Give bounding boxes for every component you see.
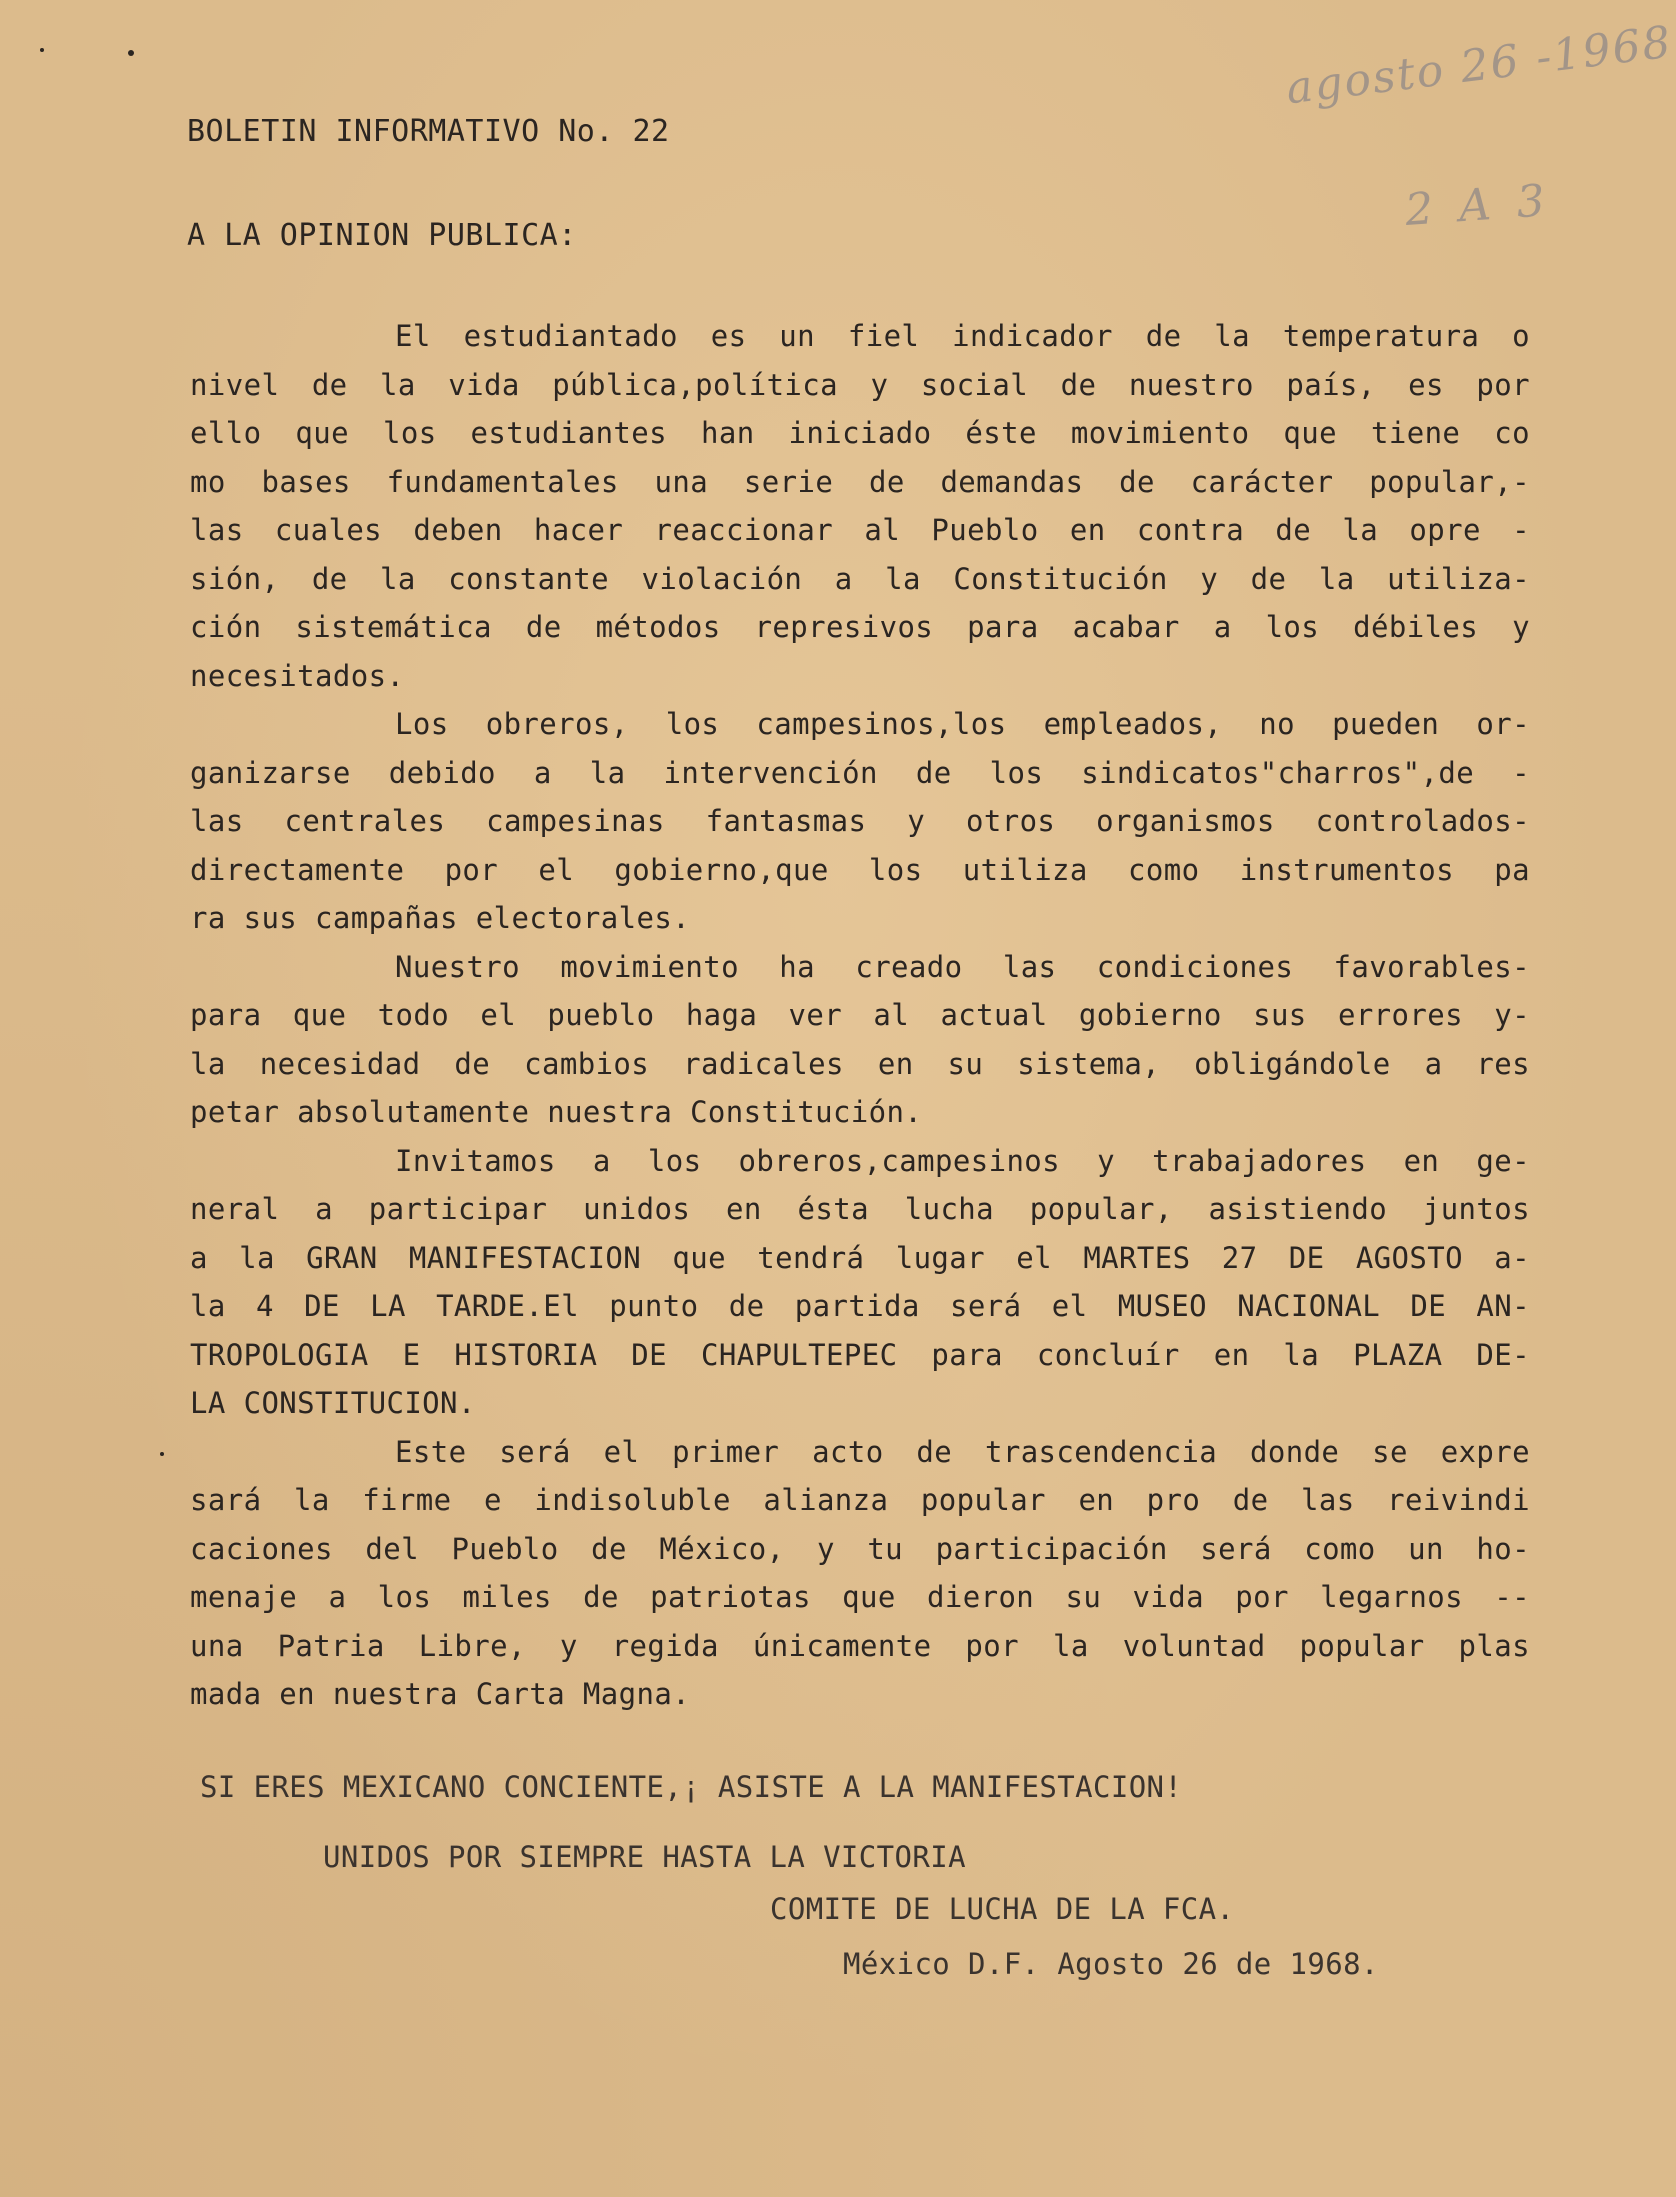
body-line: ganizarse debido a la intervención de los sindicatos"charros",de - [190,755,1530,790]
addressee: A LA OPINION PUBLICA: [187,218,577,253]
handwritten-date-note: agosto 26 -1968 [1283,16,1676,115]
body-line: mada en nuestra Carta Magna. [190,1677,691,1711]
body-line: para que todo el pueblo haga ver al actual gobierno sus errores y- [190,998,1530,1032]
body-line: Nuestro movimiento ha creado las condiciones favorables- [395,949,1530,984]
paper-speck [160,1452,164,1456]
body-line: nivel de la vida pública,política y social de nuestro país, es por [190,367,1530,402]
paper-speck [40,48,44,52]
body-line: la necesidad de cambios radicales en su sistema, obligándole a res [190,1046,1530,1081]
closing-place-date: México D.F. Agosto 26 de 1968. [843,1947,1379,1981]
body-line: petar absolutamente nuestra Constitución. [190,1095,923,1129]
paper-speck [128,50,134,56]
body-line: Este será el primer acto de trascendencia donde se expre [395,1434,1530,1469]
body-line: neral a participar unidos en ésta lucha popular, asistiendo juntos [190,1192,1530,1226]
body-line: El estudiantado es un fiel indicador de la temperatura o [395,319,1530,353]
body-line: ello que los estudiantes han iniciado éste movimiento que tiene co [190,416,1530,450]
body-line: LA CONSTITUCION. [190,1386,476,1420]
body-line: necesitados. [190,658,405,693]
body-line: menaje a los miles de patriotas que dieron su vida por legarnos -- [190,1580,1530,1614]
bulletin-title: BOLETIN INFORMATIVO No. 22 [187,114,670,149]
body-line: sión, de la constante violación a la Constitución y de la utiliza- [190,561,1530,596]
body-line: una Patria Libre, y regida únicamente por la voluntad popular plas [190,1628,1530,1663]
body-line: a la GRAN MANIFESTACION que tendrá lugar el MARTES 27 DE AGOSTO a- [190,1240,1530,1275]
body-line: Invitamos a los obreros,campesinos y trabajadores en ge- [395,1143,1530,1178]
closing-committee: COMITE DE LUCHA DE LA FCA. [770,1892,1235,1926]
body-line: ra sus campañas electorales. [190,901,691,935]
slogan: SI ERES MEXICANO CONCIENTE,¡ ASISTE A LA MANIFESTACION! [200,1770,1183,1804]
body-line: Los obreros, los campesinos,los empleados, no pueden or- [395,707,1530,741]
body-line: caciones del Pueblo de México, y tu participación será como un ho- [190,1531,1530,1566]
handwritten-code-note: 2 A 3 [1403,174,1553,237]
body-line: ción sistemática de métodos represivos para acabar a los débiles y [190,610,1530,644]
body-line: mo bases fundamentales una serie de demandas de carácter popular,- [190,464,1530,499]
body-line: TROPOLOGIA E HISTORIA DE CHAPULTEPEC para concluír en la PLAZA DE- [190,1337,1530,1372]
body-line: las centrales campesinas fantasmas y otros organismos controlados- [190,804,1530,838]
body-line: directamente por el gobierno,que los utiliza como instrumentos pa [190,852,1530,887]
body-line: las cuales deben hacer reaccionar al Pueblo en contra de la opre - [190,513,1530,547]
body-line: sará la firme e indisoluble alianza popular en pro de las reivindi [190,1483,1530,1517]
closing-motto: UNIDOS POR SIEMPRE HASTA LA VICTORIA [323,1840,966,1874]
body-text [190,312,1530,1719]
body-line: la 4 DE LA TARDE.El punto de partida será el MUSEO NACIONAL DE AN- [190,1289,1530,1323]
